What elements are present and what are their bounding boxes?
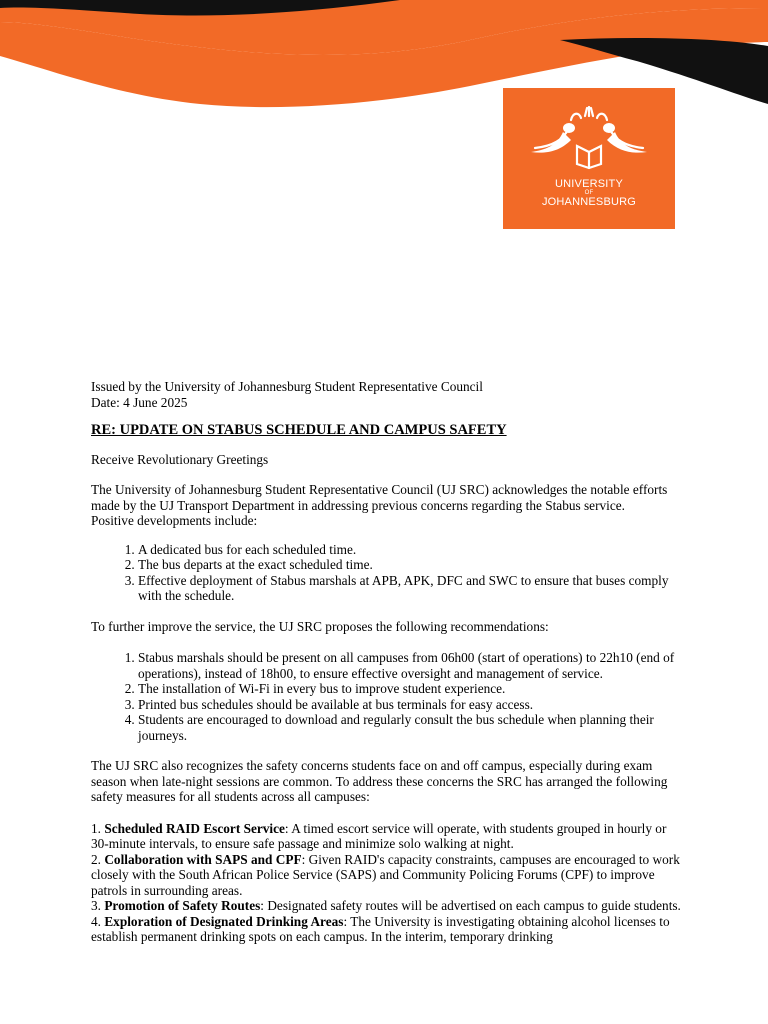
list-item: 1. A dedicated bus for each scheduled time. [138,542,681,558]
list-item: 2. The bus departs at the exact scheduled time. [138,557,681,573]
letter-body [91,379,681,945]
safety-item: 4. Exploration of Designated Drinking Areas: The University is investigating obtaining alcohol licenses to establish permanent drinking spots on each campus. In the interim, temporary drinking [91,913,670,944]
university-logo [503,88,675,229]
issued-by: Issued by the University of Johannesburg Student Representative Council [91,379,483,394]
safety-item-title: Collaboration with SAPS and CPF [104,851,302,867]
safety-intro: The UJ SRC also recognizes the safety concerns students face on and off campus, especially during exam season when late-night sessions are common. To address these concerns the SRC has arranged the following safety measures for all students across all campuses: [91,758,668,804]
list-item: 3. Effective deployment of Stabus marshals at APB, APK, DFC and SWC to ensure that buses comply with the schedule. [138,573,681,604]
safety-item: 3. Promotion of Safety Routes: Designated safety routes will be advertised on each campus to guide students. [91,898,681,913]
list-item: 3. Printed bus schedules should be available at bus terminals for easy access. [138,697,681,713]
logo-line-university: UNIVERSITY [554,178,623,190]
safety-item-title: Exploration of Designated Drinking Areas [104,913,344,929]
letter-subject: RE: UPDATE ON STABUS SCHEDULE AND CAMPUS SAFETY [91,422,507,438]
recommend-heading: To further improve the service, the UJ SRC proposes the following recommendations: [91,618,549,634]
safety-item-title: Promotion of Safety Routes [104,898,261,913]
hadeda-birds-icon [527,106,651,170]
list-item: 4. Students are encouraged to download and regularly consult the bus schedule when planning their journeys. [138,712,681,743]
letter-date: Date: 4 June 2025 [91,394,188,410]
safety-item: 1. Scheduled RAID Escort Service: A timed escort service will operate, with students grouped in hourly or 30-minute intervals, to ensure safe passage and minimize solo walking at night. [91,820,667,851]
logo-line-of: OF [584,190,594,196]
recommend-list [91,650,681,743]
list-item: 1. Stabus marshals should be present on all campuses from 06h00 (start of operations) to 22h10 (end of operations), instead of 18h00, to ensure effective oversight and management of service. [138,650,681,681]
intro-paragraph: The University of Johannesburg Student Representative Council (UJ SRC) acknowledges the notable efforts made by the UJ Transport Department in addressing previous concerns regarding the Stabus service. [91,482,668,513]
list-item: 2. The installation of Wi-Fi in every bus to improve student experience. [138,681,681,697]
logo-line-johannesburg: JOHANNESBURG [541,196,637,208]
safety-item: 2. Collaboration with SAPS and CPF: Given RAID's capacity constraints, campuses are encouraged to work closely with the South African Police Service (SAPS) and Community Policing Forums (CPF) to improve patrols in surrounding areas. [91,851,680,898]
safety-item-title: Scheduled RAID Escort Service [104,820,285,836]
positive-list [91,542,681,604]
greeting: Receive Revolutionary Greetings [91,451,269,467]
positive-heading: Positive developments include: [91,513,258,528]
